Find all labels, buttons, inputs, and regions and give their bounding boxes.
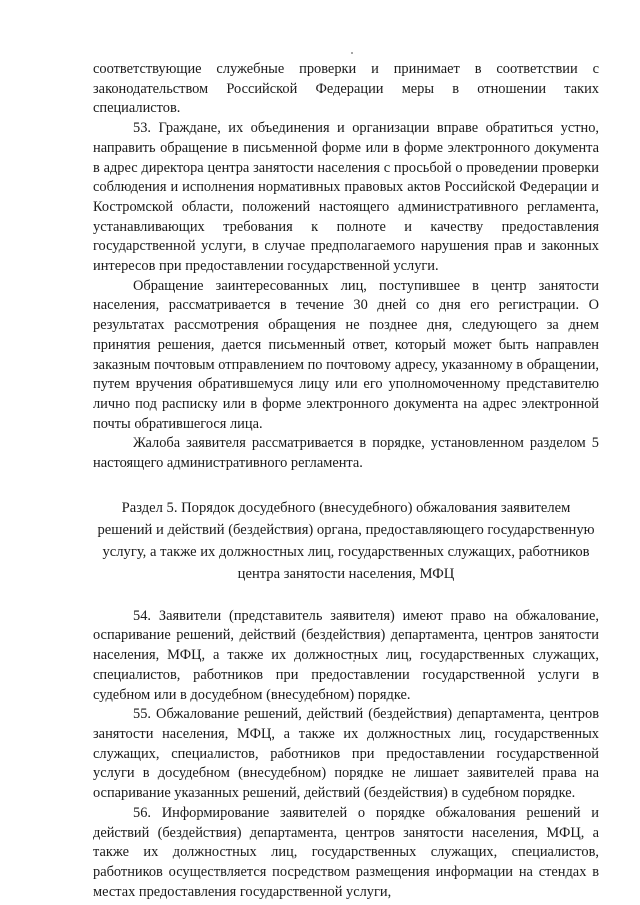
document-page — [93, 60, 599, 902]
paragraph-continuation: соответствующие служебные проверки и принимает в соответствии с законодательством Российской Федерации меры в отношении таких специалистов. — [93, 61, 599, 117]
paragraph-55: 55. Обжалование решений, действий (бездействия) департамента, центров занятости населения, МФЦ, а также их должностных лиц, государственных служащих, специалистов, работников при предоставлении государственной услуги в досудебном (внесудебном) порядке не лишает заявителей права на оспаривание указанных решений, действий (бездействия) в судебном порядке. — [93, 706, 599, 802]
paragraph-56: 56. Информирование заявителей о порядке обжалования решений и действий (бездействия) департамента, центров занятости населения, МФЦ, а также их должностных лиц, государственных служащих, специалистов, работников осуществляется посредством размещения информации на стендах в местах предоставления государственной услуги, — [93, 804, 599, 900]
paragraph-54: 54. Заявители (представитель заявителя) имеют право на обжалование, оспаривание решений, действий (бездействия) департамента, центров занятости населения, МФЦ, а также их должностных лиц, государственных служащих, специалистов, работников при предоставлении государственной услуги в судебном или в досудебном (внесудебном) порядке. — [93, 607, 599, 703]
paragraph-53: 53. Граждане, их объединения и организации вправе обратиться устно, направить обращение в письменной форме или в форме электронного документа в адрес директора центра занятости населения с просьбой о проведении проверки соблюдения и исполнения нормативных правовых актов Российской Федерации и Костромской области, положений настоящего административного регламента, устанавливающих требования к полноте и качеству предоставления государственной услуги, в случае предполагаемого нарушения прав и законных интересов при предоставлении государственной услуги. — [93, 120, 599, 275]
section-5-heading: Раздел 5. Порядок досудебного (внесудебного) обжалования заявителем решений и действий (бездействия) органа, предоставляющего государственную услугу, а также их должностных лиц, государственных служащих, работников центра занятости населения, МФЦ — [97, 499, 595, 582]
scan-speck — [351, 52, 353, 54]
paragraph-appeal-review: Обращение заинтересованных лиц, поступившее в центр занятости населения, рассматривается в течение 30 дней со дня его регистрации. О результатах рассмотрения обращения не позднее дня, следующего за днем принятия решения, дается письменный ответ, который может быть направлен заказным почтовым отправлением по почтовому адресу, указанному в обращении, путем вручения обратившемуся лицу или его уполномоченному представителю лично под расписку или в форме электронного документа на адрес электронной почты обратившегося лица. — [93, 277, 599, 432]
paragraph-complaint: Жалоба заявителя рассматривается в порядке, установленном разделом 5 настоящего административного регламента. — [93, 435, 599, 472]
